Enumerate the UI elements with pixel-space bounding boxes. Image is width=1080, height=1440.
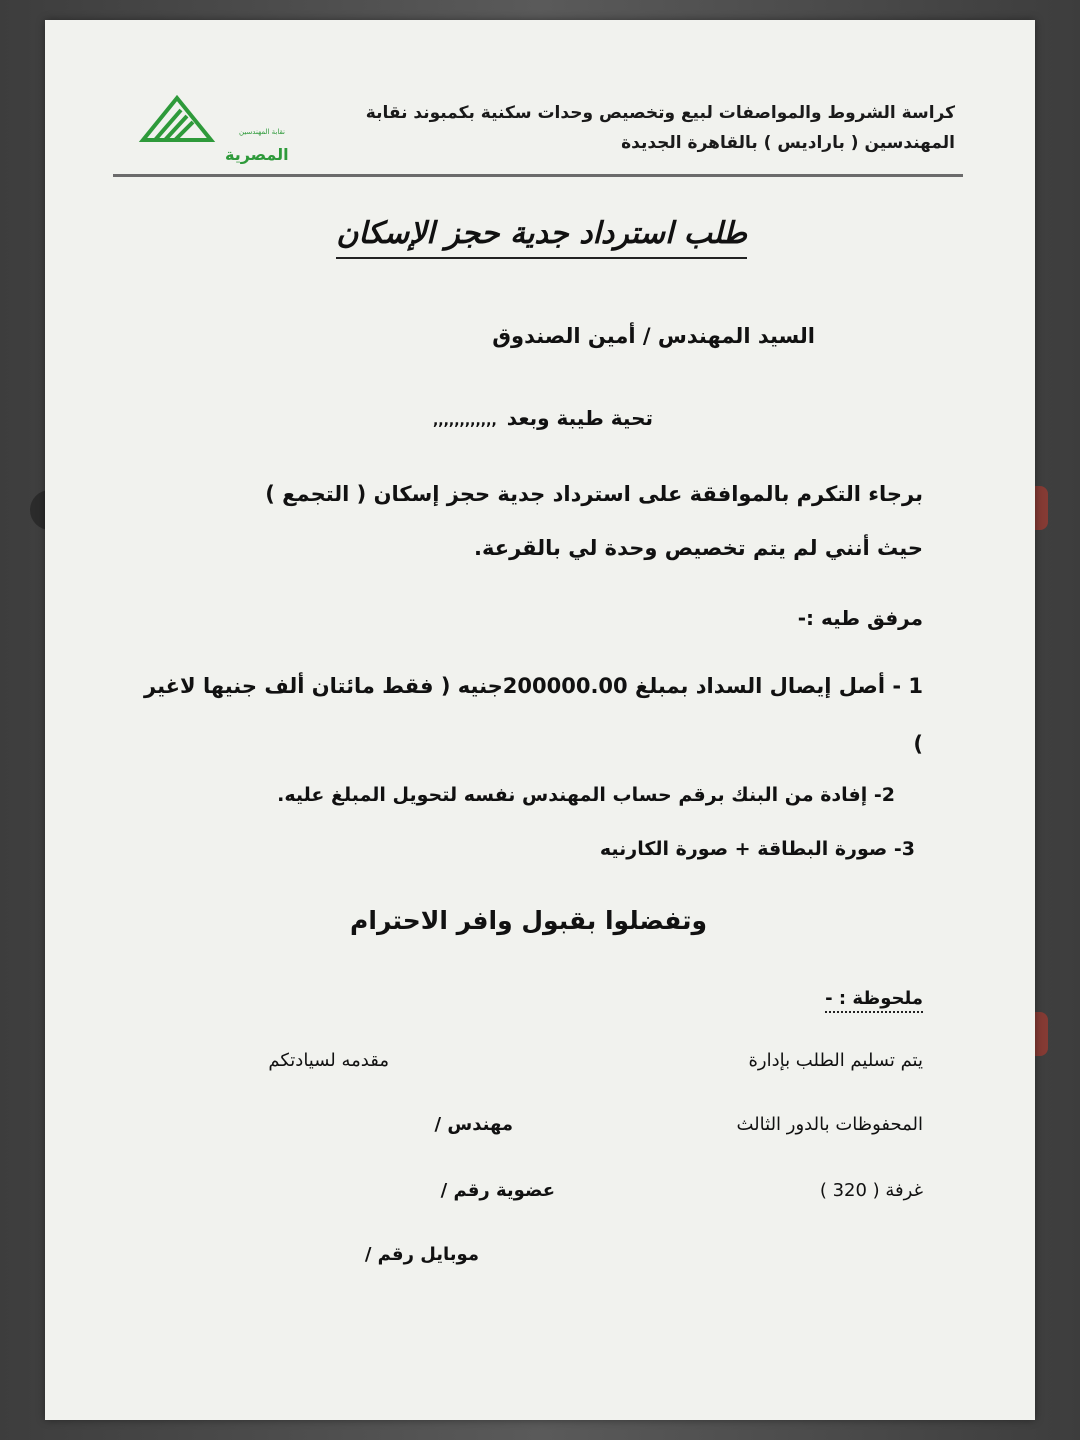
- footer-left-line-3: عضوية رقم /: [440, 1180, 555, 1201]
- document-title: طلب استرداد جدية حجز الإسكان: [336, 216, 747, 259]
- attachment-item-1-continued: ): [913, 732, 923, 756]
- attachment-item-2: 2- إفادة من البنك برقم حساب المهندس نفسه لتحويل المبلغ عليه.: [277, 784, 895, 806]
- footer-left-line-4: موبايل رقم /: [364, 1244, 479, 1265]
- greeting-dots: ,,,,,,,,,,,,: [432, 413, 497, 429]
- footer-left-line-2: مهندس /: [434, 1114, 513, 1135]
- document-page: [45, 20, 1035, 1420]
- attachments-label: مرفق طيه :-: [797, 606, 923, 630]
- document-header: [355, 98, 955, 158]
- syndicate-logo-icon: [135, 90, 289, 170]
- attachment-item-3: 3- صورة البطاقة + صورة الكارنيه: [599, 838, 915, 860]
- greeting-text: تحية طيبة وبعد: [506, 406, 653, 430]
- header-line-1: كراسة الشروط والمواصفات لبيع وتخصيص وحدات سكنية بكمبوند نقابة: [365, 103, 955, 123]
- header-divider: [113, 174, 963, 177]
- syndicate-logo-graphic: [135, 90, 289, 170]
- body-line-1: برجاء التكرم بالموافقة على استرداد جدية حجز إسكان ( التجمع ): [265, 482, 923, 506]
- addressee-line: السيد المهندس / أمين الصندوق: [492, 324, 815, 348]
- body-line-2: حيث أنني لم يتم تخصيص وحدة لي بالقرعة.: [474, 536, 923, 560]
- footer-left-line-1: مقدمه لسيادتكم: [268, 1050, 389, 1071]
- footer-right-line-3: غرفة ( 320 ): [819, 1180, 923, 1201]
- footer-right-line-2: المحفوظات بالدور الثالث: [736, 1114, 923, 1135]
- greeting-line: [433, 406, 653, 430]
- logo-small-text: نقابة المهندسين: [239, 128, 285, 136]
- logo-big-text: المصرية: [225, 145, 289, 164]
- attachment-item-1: 1 - أصل إيصال السداد بمبلغ 200000.00جنيه ( فقط مائتان ألف جنيها لاغير: [144, 674, 923, 698]
- header-line-2: المهندسين ( باراديس ) بالقاهرة الجديدة: [621, 133, 955, 153]
- footer-right-line-1: يتم تسليم الطلب بإدارة: [748, 1050, 923, 1071]
- closing-line: وتفضلوا بقبول وافر الاحترام: [350, 906, 707, 935]
- note-label: ملحوظة : -: [825, 988, 923, 1013]
